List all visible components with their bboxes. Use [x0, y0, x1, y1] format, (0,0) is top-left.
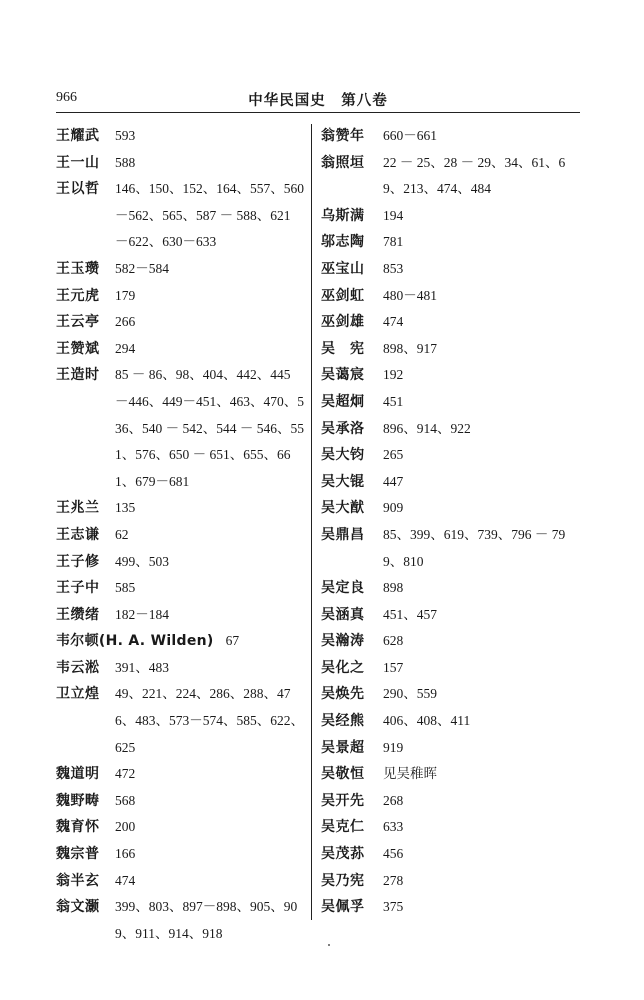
entry-name: 吴 宪 [321, 340, 365, 357]
index-entry [321, 655, 583, 682]
entry-pages: 898、917 [383, 340, 437, 356]
index-entry [321, 336, 583, 363]
entry-pages: 49、221、224、286、288、476、483、573－574、585、622、625 [115, 686, 304, 755]
index-entry [56, 123, 306, 150]
entry-name: 吴超炯 [321, 393, 365, 410]
entry-pages: 265 [383, 447, 404, 463]
entry-name: 吴景超 [321, 739, 365, 756]
entry-pages: 593 [115, 128, 136, 143]
index-entry [321, 469, 583, 496]
entry-name: 吴大钧 [321, 447, 365, 464]
entry-pages: 375 [383, 899, 404, 915]
entry-pages: 67 [225, 633, 240, 649]
entry-pages: 22 － 25、28 － 29、34、61、69、213、474、484 [383, 154, 566, 197]
entry-pages: 182－184 [115, 606, 169, 622]
index-entry [56, 628, 306, 655]
index-entry [321, 602, 583, 629]
entry-pages: 62 [115, 526, 129, 542]
entry-pages: 391、483 [115, 659, 169, 675]
entry-name: 巫剑虹 [321, 287, 365, 304]
index-entry [56, 681, 306, 761]
index-entry [321, 442, 583, 469]
entry-pages: 456 [383, 846, 404, 862]
entry-name: 王缵绪 [56, 606, 100, 623]
entry-pages: 628 [383, 633, 404, 649]
entry-pages: 588 [115, 154, 136, 170]
index-entry [321, 868, 583, 895]
entry-pages: 200 [115, 819, 136, 835]
index-entry [56, 894, 306, 947]
index-entry [321, 309, 583, 336]
entry-pages: 179 [115, 287, 136, 303]
entry-name: 巫宝山 [321, 260, 365, 277]
index-entry [56, 602, 306, 629]
entry-pages: 472 [115, 766, 136, 782]
entry-pages: 474 [115, 872, 136, 888]
entry-pages: 399、803、897－898、905、909、911、914、918 [115, 899, 298, 941]
index-entry [56, 362, 306, 495]
entry-pages: 135 [115, 500, 136, 516]
entry-name: 翁赞年 [321, 128, 365, 144]
entry-name: 王兆兰 [56, 500, 100, 517]
entry-name: 韦尔顿(H. A. Wilden) [56, 633, 214, 650]
entry-name: 乌斯满 [321, 207, 365, 224]
index-entry [321, 416, 583, 443]
index-entry [321, 389, 583, 416]
entry-pages: 896、914、922 [383, 420, 471, 436]
index-entry [56, 176, 306, 256]
entry-pages: 266 [115, 314, 136, 330]
entry-name: 吴大锟 [321, 473, 365, 490]
entry-pages: 447 [383, 473, 404, 489]
page-header [56, 88, 580, 113]
entry-name: 王造时 [56, 367, 100, 384]
entry-pages: 294 [115, 340, 136, 356]
entry-name: 王以哲 [56, 181, 100, 198]
index-entry [56, 495, 306, 522]
entry-pages: 660－661 [383, 128, 437, 143]
entry-name: 王元虎 [56, 287, 100, 304]
entry-name: 吴敬恒 [321, 766, 365, 783]
entry-name: 翁文灏 [56, 899, 100, 916]
entry-name: 吴化之 [321, 659, 365, 676]
entry-name: 邬志陶 [321, 234, 365, 251]
index-entry [321, 841, 583, 868]
entry-pages: 85 － 86、98、404、442、445 －446、449－451、463、470、536、540 － 542、544 － 546、551、576、650 － 651、655、661、679－681 [115, 367, 304, 489]
print-speck [328, 944, 330, 946]
entry-name: 王一山 [56, 154, 100, 171]
entry-pages: 406、408、411 [383, 713, 471, 729]
index-entry [321, 735, 583, 762]
entry-pages: 192 [383, 367, 404, 383]
index-entry [321, 283, 583, 310]
index-entry [321, 761, 583, 788]
entry-name: 吴涵真 [321, 606, 365, 623]
entry-name: 吴乃宪 [321, 872, 365, 889]
entry-pages: 480－481 [383, 287, 437, 303]
entry-name: 王云亭 [56, 314, 100, 331]
column-divider [311, 124, 312, 920]
entry-name: 王玉瓒 [56, 260, 100, 277]
index-entry [321, 150, 583, 203]
entry-name: 韦云淞 [56, 659, 100, 676]
index-entry [321, 256, 583, 283]
entry-name: 吴经熊 [321, 713, 365, 730]
entry-pages: 451、457 [383, 606, 437, 622]
index-entry [56, 841, 306, 868]
running-title: 中华民国史 第八卷 [248, 93, 388, 109]
index-entry [56, 868, 306, 895]
index-entry [56, 150, 306, 177]
entry-pages: 582－584 [115, 260, 169, 276]
index-entry [321, 123, 583, 150]
entry-name: 翁照垣 [321, 154, 365, 171]
entry-name: 吴瀚涛 [321, 633, 365, 650]
entry-name: 魏宗普 [56, 846, 100, 863]
entry-name: 吴佩孚 [321, 899, 365, 916]
index-entry [56, 336, 306, 363]
entry-name: 王志谦 [56, 526, 100, 543]
index-entry [56, 575, 306, 602]
index-entry [321, 229, 583, 256]
entry-name: 吴克仁 [321, 819, 365, 836]
index-entry [56, 788, 306, 815]
entry-name: 巫剑雄 [321, 314, 365, 331]
entry-name: 魏道明 [56, 766, 100, 783]
entry-pages: 268 [383, 792, 404, 808]
index-entry [321, 894, 583, 921]
index-entry [321, 708, 583, 735]
index-entry [321, 522, 583, 575]
page-number: 966 [56, 90, 77, 105]
entry-name: 吴焕先 [321, 686, 365, 703]
entry-pages: 474 [383, 314, 404, 330]
index-entry [321, 362, 583, 389]
entry-name: 魏野畴 [56, 792, 100, 809]
entry-name: 吴开先 [321, 792, 365, 809]
entry-pages: 781 [383, 234, 404, 250]
entry-name: 卫立煌 [56, 686, 100, 703]
entry-name: 吴茂荪 [321, 846, 365, 863]
entry-name: 王耀武 [56, 128, 100, 144]
index-entry [56, 283, 306, 310]
entry-name: 王子修 [56, 553, 100, 570]
index-entry [56, 549, 306, 576]
entry-pages: 85、399、619、739、796 － 799、810 [383, 526, 566, 569]
index-entry [56, 655, 306, 682]
entry-pages: 909 [383, 500, 404, 516]
index-entry [321, 788, 583, 815]
entry-name: 王子中 [56, 580, 100, 597]
entry-pages: 853 [383, 260, 404, 276]
entry-pages: 146、150、152、164、557、560－562、565、587 － 588、621 －622、630－633 [115, 181, 304, 250]
entry-name: 吴蔼宸 [321, 367, 365, 384]
entry-pages: 290、559 [383, 686, 437, 702]
index-entry [56, 814, 306, 841]
entry-pages: 568 [115, 792, 136, 808]
right-index-column [321, 123, 583, 921]
index-entry [321, 203, 583, 230]
index-entry [321, 628, 583, 655]
left-index-column [56, 123, 306, 947]
entry-name: 吴鼎昌 [321, 526, 365, 543]
entry-name: 吴定良 [321, 580, 365, 597]
index-entry [56, 761, 306, 788]
index-entry [56, 522, 306, 549]
entry-name: 吴大猷 [321, 500, 365, 517]
index-entry [321, 495, 583, 522]
entry-pages: 633 [383, 819, 404, 835]
entry-pages: 585 [115, 580, 136, 596]
entry-pages: 见吴稚晖 [383, 766, 437, 782]
entry-pages: 919 [383, 739, 404, 755]
entry-name: 翁半玄 [56, 872, 100, 889]
entry-pages: 194 [383, 207, 404, 223]
entry-pages: 499、503 [115, 553, 169, 569]
entry-pages: 157 [383, 659, 404, 675]
index-entry [56, 309, 306, 336]
entry-pages: 898 [383, 580, 404, 596]
entry-name: 吴承洛 [321, 420, 365, 437]
entry-name: 魏育怀 [56, 819, 100, 836]
index-entry [56, 256, 306, 283]
entry-name: 王赞斌 [56, 340, 100, 357]
index-entry [321, 681, 583, 708]
index-entry [321, 575, 583, 602]
entry-pages: 166 [115, 846, 136, 862]
entry-pages: 451 [383, 393, 404, 409]
index-entry [321, 814, 583, 841]
entry-pages: 278 [383, 872, 404, 888]
